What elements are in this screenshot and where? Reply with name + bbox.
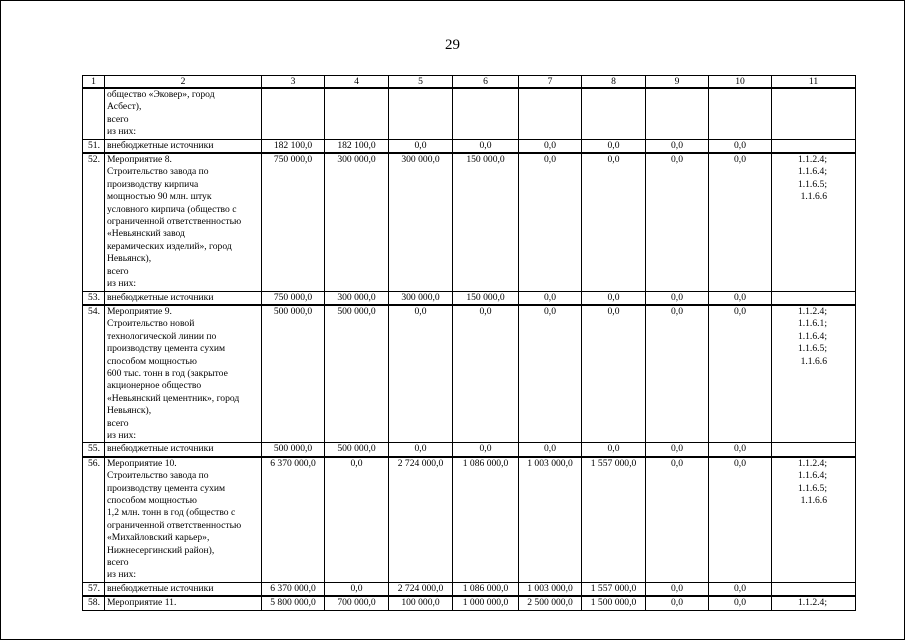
description-cell: внебюджетные источники — [105, 139, 262, 153]
amount-cell — [646, 88, 709, 139]
codes-cell — [772, 88, 856, 139]
row-number-cell: 57. — [83, 582, 105, 596]
row-number-cell: 54. — [83, 305, 105, 443]
amount-cell: 0,0 — [453, 443, 519, 457]
amount-cell: 182 100,0 — [262, 139, 325, 153]
amount-cell: 0,0 — [709, 596, 772, 610]
amount-cell: 1 086 000,0 — [453, 582, 519, 596]
amount-cell: 5 800 000,0 — [262, 596, 325, 610]
amount-cell: 0,0 — [325, 457, 389, 583]
column-header: 9 — [646, 76, 709, 89]
amount-cell — [453, 88, 519, 139]
amount-cell: 0,0 — [582, 443, 646, 457]
amount-cell: 300 000,0 — [389, 291, 453, 305]
amount-cell: 500 000,0 — [325, 443, 389, 457]
amount-cell: 0,0 — [646, 582, 709, 596]
amount-cell: 6 370 000,0 — [262, 582, 325, 596]
table-row — [83, 457, 856, 583]
amount-cell: 750 000,0 — [262, 153, 325, 291]
amount-cell: 1 000 000,0 — [453, 596, 519, 610]
amount-cell: 1 003 000,0 — [519, 457, 582, 583]
amount-cell: 0,0 — [582, 153, 646, 291]
amount-cell — [582, 88, 646, 139]
description-cell: Мероприятие 11. — [105, 596, 262, 610]
amount-cell: 500 000,0 — [262, 443, 325, 457]
amount-cell: 300 000,0 — [389, 153, 453, 291]
amount-cell: 0,0 — [389, 305, 453, 443]
amount-cell: 1 086 000,0 — [453, 457, 519, 583]
amount-cell: 0,0 — [582, 139, 646, 153]
amount-cell: 1 557 000,0 — [582, 582, 646, 596]
amount-cell: 0,0 — [453, 305, 519, 443]
row-number-cell: 51. — [83, 139, 105, 153]
amount-cell: 1 500 000,0 — [582, 596, 646, 610]
codes-cell — [772, 582, 856, 596]
amount-cell: 300 000,0 — [325, 153, 389, 291]
table-row — [83, 153, 856, 291]
table-row — [83, 88, 856, 139]
description-cell: Мероприятие 8. Строительство завода по производству кирпича мощностью 90 млн. штук условного кирпича (общество с ограниченной ответственностью «Невьянский завод керамических изделий», город Невьянск), всего из них: — [105, 153, 262, 291]
amount-cell: 0,0 — [646, 457, 709, 583]
amount-cell — [325, 88, 389, 139]
amount-cell: 0,0 — [709, 139, 772, 153]
codes-cell — [772, 291, 856, 305]
amount-cell: 0,0 — [519, 443, 582, 457]
row-number-cell: 53. — [83, 291, 105, 305]
column-header: 1 — [83, 76, 105, 89]
amount-cell — [519, 88, 582, 139]
codes-cell: 1.1.2.4; 1.1.6.1; 1.1.6.4; 1.1.6.5; 1.1.6.6 — [772, 305, 856, 443]
codes-cell: 1.1.2.4; 1.1.6.4; 1.1.6.5; 1.1.6.6 — [772, 153, 856, 291]
header-row — [83, 76, 856, 89]
amount-cell: 0,0 — [646, 139, 709, 153]
column-header: 10 — [709, 76, 772, 89]
amount-cell: 0,0 — [519, 139, 582, 153]
amount-cell: 0,0 — [453, 139, 519, 153]
amount-cell: 0,0 — [519, 153, 582, 291]
amount-cell: 0,0 — [709, 291, 772, 305]
description-cell: Мероприятие 10. Строительство завода по производству цемента сухим способом мощностью 1,2 млн. тонн в год (общество с ограниченной ответственностью «Михайловский карьер», Нижнесергинский район), всего из них: — [105, 457, 262, 583]
column-header: 6 — [453, 76, 519, 89]
column-header: 5 — [389, 76, 453, 89]
amount-cell: 0,0 — [519, 291, 582, 305]
page-number: 29 — [445, 37, 460, 53]
amount-cell: 0,0 — [582, 305, 646, 443]
table-row — [83, 582, 856, 596]
amount-cell: 100 000,0 — [389, 596, 453, 610]
amount-cell: 500 000,0 — [325, 305, 389, 443]
amount-cell: 0,0 — [519, 305, 582, 443]
codes-cell — [772, 139, 856, 153]
table-row — [83, 291, 856, 305]
table-row — [83, 596, 856, 610]
amount-cell: 0,0 — [646, 443, 709, 457]
amount-cell: 2 724 000,0 — [389, 457, 453, 583]
table-row — [83, 305, 856, 443]
amount-cell: 0,0 — [709, 457, 772, 583]
description-cell: внебюджетные источники — [105, 582, 262, 596]
amount-cell: 700 000,0 — [325, 596, 389, 610]
codes-cell — [772, 443, 856, 457]
amount-cell: 6 370 000,0 — [262, 457, 325, 583]
amount-cell — [709, 88, 772, 139]
amount-cell — [389, 88, 453, 139]
amount-cell: 2 724 000,0 — [389, 582, 453, 596]
column-header: 7 — [519, 76, 582, 89]
amount-cell: 0,0 — [709, 305, 772, 443]
amount-cell — [262, 88, 325, 139]
codes-cell: 1.1.2.4; 1.1.6.4; 1.1.6.5; 1.1.6.6 — [772, 457, 856, 583]
row-number-cell: 56. — [83, 457, 105, 583]
row-number-cell: 58. — [83, 596, 105, 610]
amount-cell: 2 500 000,0 — [519, 596, 582, 610]
amount-cell: 0,0 — [646, 291, 709, 305]
amount-cell: 1 557 000,0 — [582, 457, 646, 583]
amount-cell: 0,0 — [325, 582, 389, 596]
codes-cell: 1.1.2.4; — [772, 596, 856, 610]
column-header: 2 — [105, 76, 262, 89]
row-number-cell: 52. — [83, 153, 105, 291]
description-cell: внебюджетные источники — [105, 291, 262, 305]
table-row — [83, 443, 856, 457]
table-row — [83, 139, 856, 153]
amount-cell: 0,0 — [709, 443, 772, 457]
amount-cell: 150 000,0 — [453, 291, 519, 305]
description-cell: внебюджетные источники — [105, 443, 262, 457]
amount-cell: 0,0 — [389, 139, 453, 153]
column-header: 3 — [262, 76, 325, 89]
amount-cell: 0,0 — [646, 305, 709, 443]
description-cell: Мероприятие 9. Строительство новой технологической линии по производству цемента сухим способом мощностью 600 тыс. тонн в год (закрытое акционерное общество «Невьянский цементник», город Невьянск), всего из них: — [105, 305, 262, 443]
amount-cell: 150 000,0 — [453, 153, 519, 291]
row-number-cell: 55. — [83, 443, 105, 457]
amount-cell: 500 000,0 — [262, 305, 325, 443]
column-header: 11 — [772, 76, 856, 89]
amount-cell: 0,0 — [389, 443, 453, 457]
description-cell: общество «Эковер», город Асбест), всего из них: — [105, 88, 262, 139]
amount-cell: 750 000,0 — [262, 291, 325, 305]
amount-cell: 0,0 — [709, 153, 772, 291]
amount-cell: 0,0 — [709, 582, 772, 596]
funding-table — [82, 75, 856, 611]
amount-cell: 0,0 — [646, 596, 709, 610]
column-header: 8 — [582, 76, 646, 89]
amount-cell: 182 100,0 — [325, 139, 389, 153]
column-header: 4 — [325, 76, 389, 89]
amount-cell: 1 003 000,0 — [519, 582, 582, 596]
amount-cell: 300 000,0 — [325, 291, 389, 305]
amount-cell: 0,0 — [582, 291, 646, 305]
amount-cell: 0,0 — [646, 153, 709, 291]
row-number-cell — [83, 88, 105, 139]
